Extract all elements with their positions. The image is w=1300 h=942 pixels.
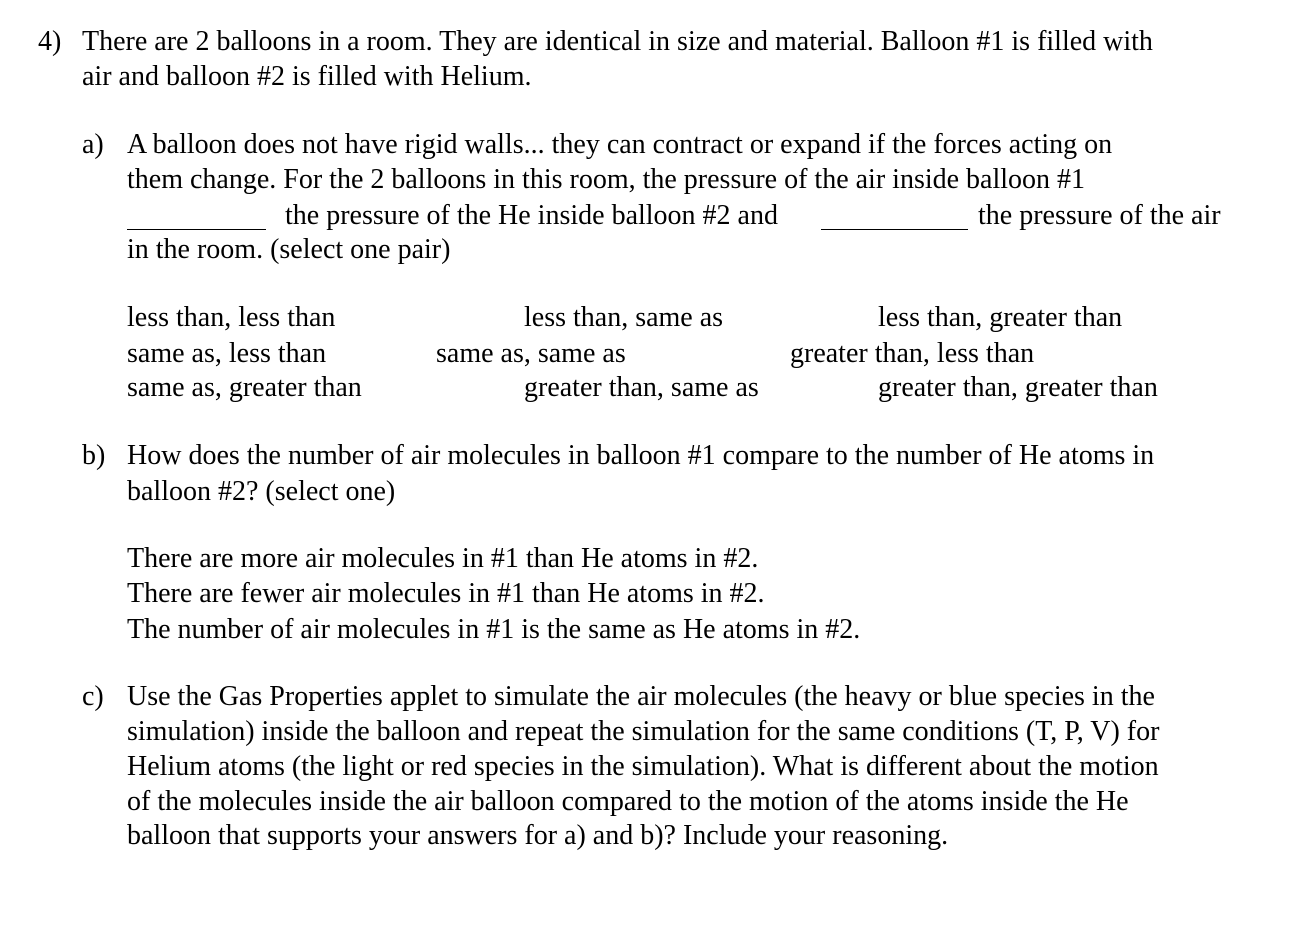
part-b-line-2: balloon #2? (select one) xyxy=(127,476,396,507)
part-b-line-1: How does the number of air molecules in balloon #1 compare to the number of He atoms in xyxy=(127,440,1155,471)
part-a-mid-text: the pressure of the He inside balloon #2 and xyxy=(285,200,778,231)
part-a-blank-1 xyxy=(127,229,266,230)
part-c-line-1: Use the Gas Properties applet to simulate the air molecules (the heavy or blue species in the xyxy=(127,681,1155,712)
part-b-option: There are more air molecules in #1 than He atoms in #2. xyxy=(127,543,759,574)
question-stem-line-1: There are 2 balloons in a room. They are identical in size and material. Balloon #1 is filled with xyxy=(82,26,1153,57)
part-a-option: same as, same as xyxy=(436,338,626,369)
part-a-option: same as, greater than xyxy=(127,372,362,403)
part-c-line-5: balloon that supports your answers for a) and b)? Include your reasoning. xyxy=(127,820,949,851)
part-c-line-4: of the molecules inside the air balloon compared to the motion of the atoms inside the He xyxy=(127,786,1129,817)
part-a-option: less than, less than xyxy=(127,302,336,333)
part-b-label: b) xyxy=(82,440,106,471)
part-a-blank-2 xyxy=(821,229,968,230)
part-c-label: c) xyxy=(82,681,104,712)
part-a-option: same as, less than xyxy=(127,338,327,369)
part-a-option: greater than, same as xyxy=(524,372,759,403)
part-a-line-1: A balloon does not have rigid walls... they can contract or expand if the forces acting on xyxy=(127,129,1113,160)
part-a-end-text: the pressure of the air xyxy=(978,200,1221,231)
part-c-line-2: simulation) inside the balloon and repeat the simulation for the same conditions (T, P, V) for xyxy=(127,716,1160,747)
question-stem-line-2: air and balloon #2 is filled with Helium. xyxy=(82,61,532,92)
part-b-option: There are fewer air molecules in #1 than He atoms in #2. xyxy=(127,578,765,609)
part-a-option: greater than, less than xyxy=(790,338,1035,369)
part-c-line-3: Helium atoms (the light or red species in the simulation). What is different about the motion xyxy=(127,751,1159,782)
part-a-option: greater than, greater than xyxy=(878,372,1158,403)
part-b-option: The number of air molecules in #1 is the same as He atoms in #2. xyxy=(127,614,861,645)
part-a-last-line: in the room. (select one pair) xyxy=(127,234,451,265)
part-a-line-2: them change. For the 2 balloons in this room, the pressure of the air inside balloon #1 xyxy=(127,164,1086,195)
question-number: 4) xyxy=(38,26,62,57)
part-a-option: less than, same as xyxy=(524,302,724,333)
part-a-option: less than, greater than xyxy=(878,302,1123,333)
part-a-label: a) xyxy=(82,129,104,160)
